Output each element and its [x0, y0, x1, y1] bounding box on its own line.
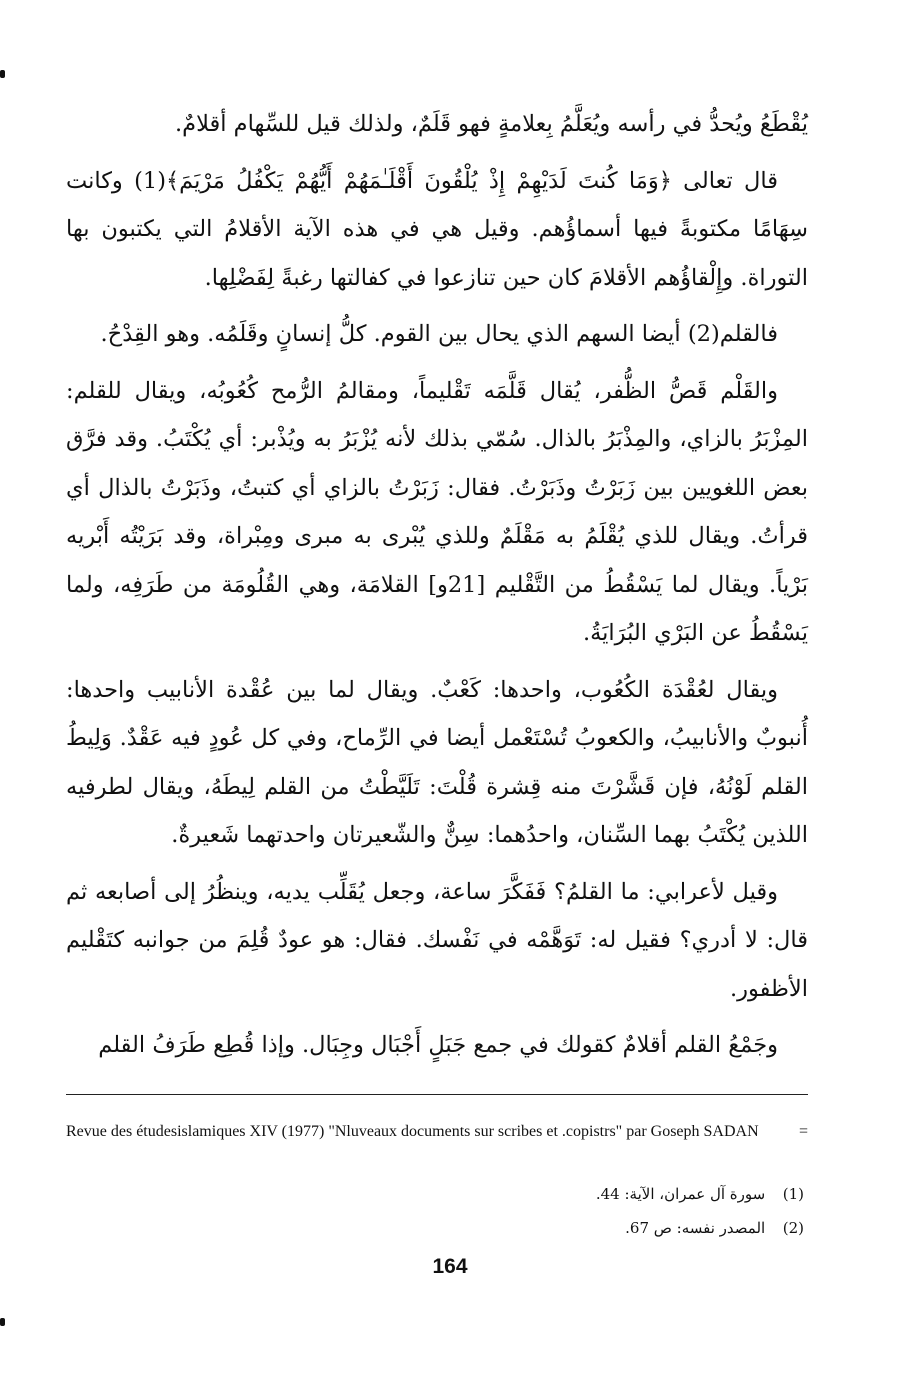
- main-text: [66, 100, 808, 1078]
- reference-line: [66, 1120, 808, 1143]
- margin-mark: [0, 1318, 5, 1326]
- footnote-text: سورة آل عمران، الآية: 44.: [595, 1185, 766, 1203]
- paragraph-3: فالقلم(2) أيضا السهم الذي يحال بين القوم. كلُّ إنسانٍ وقَلَمُه. وهو القِدْحُ.: [100, 321, 778, 347]
- paragraph-6: وقيل لأعرابي: ما القلمُ؟ فَفَكَّرَ ساعة، وجعل يُقَلِّب يديه، وينظُرُ إلى أصابعه ثم قال: لا أدري؟ فقيل له: تَوَهَّمْه في نَفْسك. فقال: هو عودٌ قُلِمَ من جوانبه كتَقْليم الأظفور.: [66, 878, 808, 1002]
- reference-note: [66, 1120, 808, 1143]
- footnote-number: (1): [782, 1185, 804, 1203]
- footnote-number: (2): [782, 1219, 804, 1237]
- page-number: 164: [432, 1255, 468, 1278]
- paragraph-4: والقَلْم قَصُّ الظُّفر، يُقال قَلَّمَه تَقْليماً، ومقالمُ الرُّمح كُعُوبُه، ويقال للقلم: المِزْبَرُ بالزاي، والمِذْبَرُ بالذال. سُمّي بذلك لأنه يُزْبَرُ به ويُذْبر: أي يُكْتَبُ. وقد فرَّق بعض اللغويين بين زَبَرْتُ وذَبَرْتُ. فقال: زَبَرْتُ بالزاي أي كتبتُ، وذَبَرْتُ بالذال أي قرأتُ. ويقال للذي يُقْلَمُ به مَقْلَمٌ وللذي يُبْرى به مبرى ومِبْراة، وقد بَرَيْتُه أَبْريه بَرْياً. ويقال لما يَسْقُطُ من التَّقْليم [21و] القلامَة، وهي القُلُومَة من طَرَفِه، ولما يَسْقُطُ عن البَرْي البُرَايَةُ.: [66, 377, 808, 646]
- paragraph-1: يُقْطَعُ ويُحدُّ في رأسه ويُعَلَّمُ بِعلامةٍ فهو قَلَمٌ، ولذلك قيل للسِّهام أقلامٌ.: [175, 111, 808, 137]
- footnote-2: [384, 1218, 804, 1238]
- paragraph-5: ويقال لعُقْدَة الكُعُوب، واحدها: كَعْبٌ. ويقال لما بين عُقْدة الأنابيب واحدها: أُنبوبٌ والأنابيبُ، والكعوبُ تُسْتَعْمل أيضا في الرِّماح، وفي كل عُودٍ فيه عَقْدٌ. وَلِيطُ القلم لَوْنُهُ، فإن قَشَّرْتَ منه قِشرة قُلْتَ: تَلَيَّطْتُ من القلم لِيطَهُ، ويقال لطرفيه اللذين يُكْتَبُ بهما السِّنان، واحدُهما: سِنٌّ والشّعيرتان واحدتهما شَعيرةٌ.: [66, 676, 808, 848]
- reference-mark: =: [798, 1123, 808, 1140]
- paragraph-7: وجَمْعُ القلم أقلامٌ كقولك في جمع جَبَلٍ أَجْبَال وجِبَال. وإذا قُطِع طَرَفُ القلم: [98, 1032, 778, 1058]
- margin-mark: [0, 70, 5, 78]
- footnote-separator: [66, 1094, 808, 1095]
- paragraph-2: قال تعالى ﴿وَمَا كُنتَ لَدَيْهِمْ إِذْ يُلْقُونَ أَقْلَـٰمَهُمْ أَيُّهُمْ يَكْفُلُ مَرْيَمَ﴾(1) وكانت سِهَامًا مكتوبةً فيها أسماؤُهم. وقيل هي في هذه الآية الأقلامُ التي يكتبون بها التوراة. وإِلْقاؤُهم الأقلامَ كان حين تنازعوا في كفالتها رغبةً لِفَضْلِها.: [66, 167, 808, 291]
- footnote-1: [384, 1184, 804, 1204]
- reference-text: Revue des étudesislamiques XIV (1977) "Nluveaux documents sur scribes et .copistrs" par Goseph SADAN: [66, 1123, 759, 1140]
- footnote-text: المصدر نفسه: ص 67.: [625, 1219, 766, 1237]
